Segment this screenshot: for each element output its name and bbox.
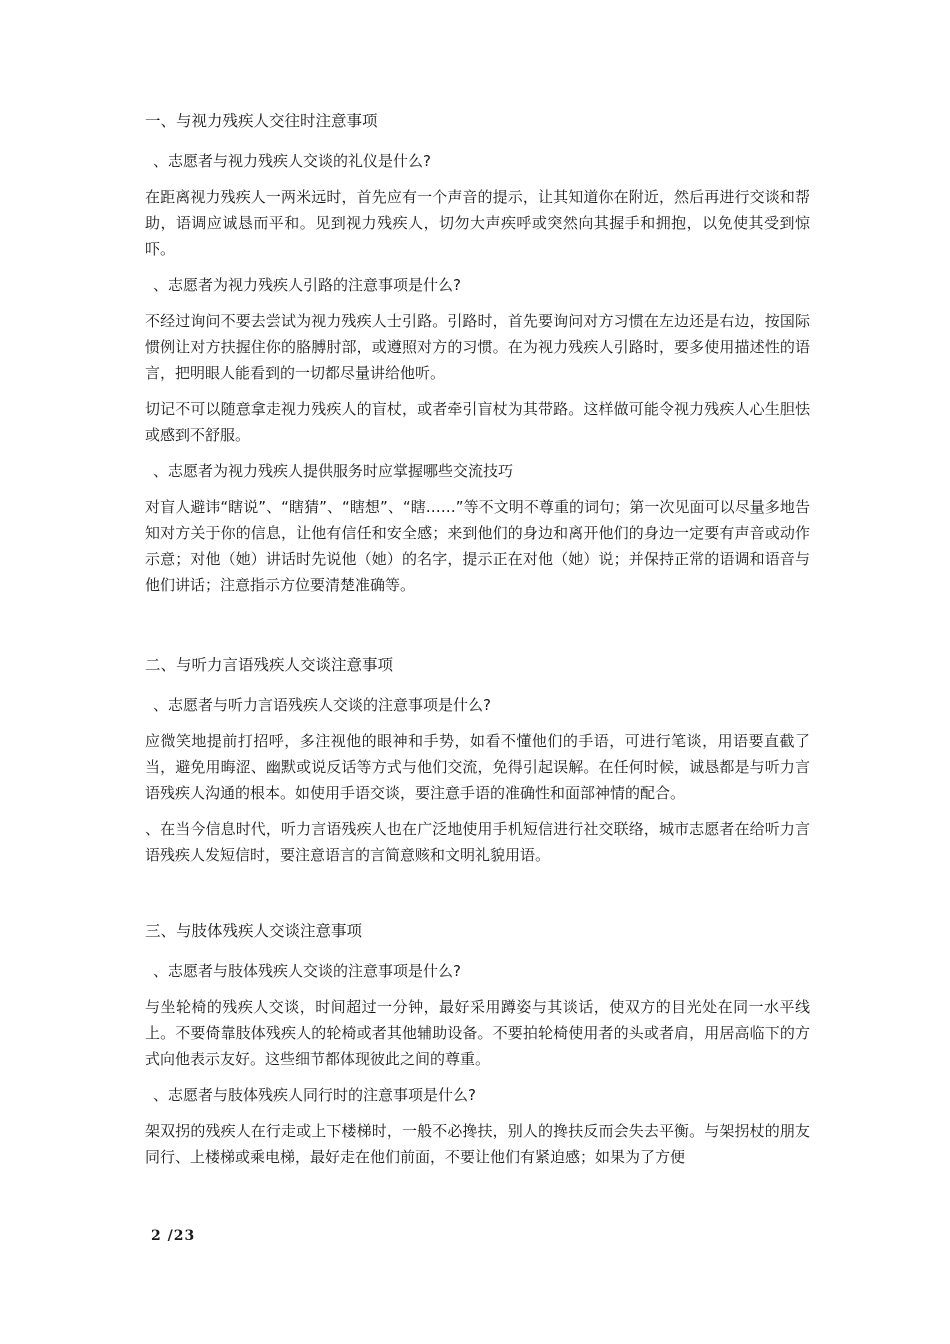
paragraph: 不经过询问不要去尝试为视力残疾人士引路。引路时，首先要询问对方习惯在左边还是右边，按国际惯例让对方扶握住你的胳膊肘部，或遵照对方的习惯。在为视力残疾人引路时，要多使用描述性的语言，把明眼人能看到的一切都尽量讲给他听。 [145, 312, 810, 382]
section-hearing [145, 652, 810, 868]
section-spacer [145, 878, 810, 918]
page-number [151, 1228, 195, 1244]
paragraph: 应微笑地提前打招呼，多注视他的眼神和手势，如看不懂他们的手语，可进行笔谈，用语要直截了当，避免用晦涩、幽默或说反话等方式与他们交流，免得引起误解。在任何时候，诚恳都是与听力言语残疾人沟通的根本。如使用手语交谈，要注意手语的准确性和面部神情的配合。 [145, 732, 810, 802]
question-heading: 、志愿者为视力残疾人引路的注意事项是什么? [153, 276, 461, 294]
question-heading: 、志愿者与视力残疾人交谈的礼仪是什么? [153, 152, 431, 170]
section-title: 一、与视力残疾人交往时注意事项 [145, 112, 378, 130]
section-physical [145, 918, 810, 1170]
question-heading: 、志愿者与肢体残疾人交谈的注意事项是什么? [153, 962, 461, 980]
paragraph: 、在当今信息时代，听力言语残疾人也在广泛地使用手机短信进行社交联络，城市志愿者在给听力言语残疾人发短信时，要注意语言的言简意赅和文明礼貌用语。 [145, 820, 810, 864]
total-pages: /23 [167, 1228, 196, 1244]
current-page: 2 [151, 1228, 162, 1244]
question-heading: 、志愿者与听力言语残疾人交谈的注意事项是什么? [153, 696, 491, 714]
paragraph: 与坐轮椅的残疾人交谈，时间超过一分钟，最好采用蹲姿与其谈话，使双方的目光处在同一水平线上。不要倚靠肢体残疾人的轮椅或者其他辅助设备。不要拍轮椅使用者的头或者肩，用居高临下的方式向他表示友好。这些细节都体现彼此之间的尊重。 [145, 998, 810, 1068]
section-title: 三、与肢体残疾人交谈注意事项 [145, 922, 363, 940]
paragraph: 切记不可以随意拿走视力残疾人的盲杖，或者牵引盲杖为其带路。这样做可能令视力残疾人心生胆怯或感到不舒服。 [145, 400, 810, 444]
paragraph: 在距离视力残疾人一两米远时，首先应有一个声音的提示，让其知道你在附近，然后再进行交谈和帮助，语调应诚恳而平和。见到视力残疾人，切勿大声疾呼或突然向其握手和拥抱，以免使其受到惊吓。 [145, 188, 810, 258]
paragraph: 架双拐的残疾人在行走或上下楼梯时，一般不必搀扶，别人的搀扶反而会失去平衡。与架拐杖的朋友同行、上楼梯或乘电梯，最好走在他们前面，不要让他们有紧迫感；如果为了方便 [145, 1122, 810, 1166]
section-title: 二、与听力言语残疾人交谈注意事项 [145, 656, 394, 674]
question-heading: 、志愿者与肢体残疾人同行时的注意事项是什么? [153, 1086, 476, 1104]
section-spacer [145, 608, 810, 652]
document-body [145, 108, 810, 1180]
question-heading: 、志愿者为视力残疾人提供服务时应掌握哪些交流技巧 [153, 462, 514, 480]
section-visual [145, 108, 810, 598]
paragraph: 对盲人避讳“瞎说”、“瞎猜”、“瞎想”、“瞎……”等不文明不尊重的词句；第一次见面可以尽量多地告知对方关于你的信息，让他有信任和安全感；来到他们的身边和离开他们的身边一定要有声音或动作示意；对他（她）讲话时先说他（她）的名字，提示正在对他（她）说；并保持正常的语调和语音与他们讲话；注意指示方位要清楚准确等。 [145, 498, 810, 594]
